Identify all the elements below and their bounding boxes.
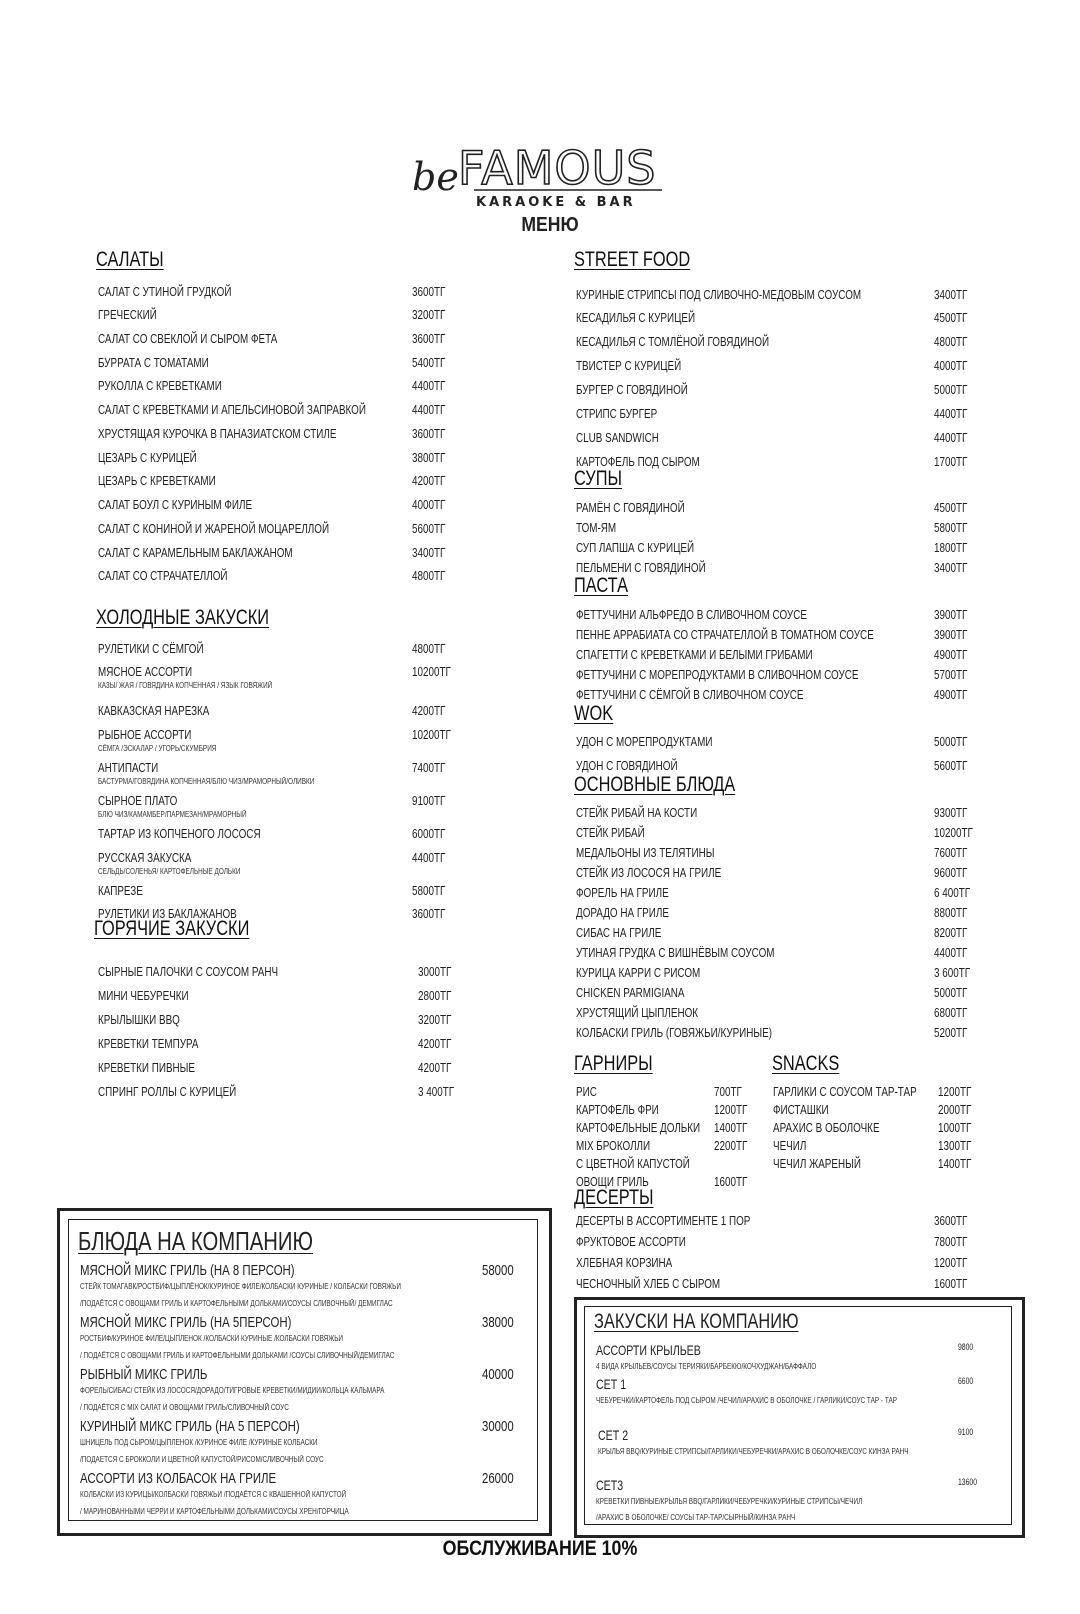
item-price: 5400ТГ	[412, 355, 446, 370]
item-name: ЧЕСНОЧНЫЙ ХЛЕБ С СЫРОМ	[576, 1276, 721, 1291]
item-name: САЛАТ С КРЕВЕТКАМИ И АПЕЛЬСИНОВОЙ ЗАПРАВКОЙ	[98, 402, 366, 417]
item-name: ПЕННЕ АРРАБИАТА СО СТРАЧАТЕЛЛОЙ В ТОМАТНОМ СОУСЕ	[576, 627, 874, 642]
item-price: 1600ТГ	[934, 1276, 968, 1291]
item-price: 1600ТГ	[714, 1174, 748, 1189]
item-description: /ПОДАЕТСЯ С БРОККОЛИ И ЦВЕТНОЙ КАПУСТОЙ/РИСОМ/СЛИВОЧНЫЙ СОУС	[80, 1455, 324, 1464]
item-name: САЛАТ СО СТРАЧАТЕЛЛОЙ	[98, 568, 228, 583]
item-price: 4500ТГ	[934, 310, 968, 325]
item-price: 4400ТГ	[934, 430, 968, 445]
item-price: 9600ТГ	[934, 865, 968, 880]
item-name: АНТИПАСТИ	[98, 760, 159, 775]
item-description: СЕЛЬДЬ/СОЛЕНЬЯ/ КАРТОФЕЛЬНЫЕ ДОЛЬКИ	[98, 867, 241, 876]
item-description: / МАРИНОВАННЫМИ ЧЕРРИ И КАРТОФЕЛЬНЫМИ ДОЛЬКАМИ/СОУСЫ ХРЕН/ГОРЧИЦА	[80, 1507, 349, 1516]
section-title-wok: WOK	[574, 702, 614, 725]
item-price: 4200ТГ	[412, 703, 446, 718]
item-price: 1300ТГ	[938, 1138, 972, 1153]
item-price: 26000	[482, 1470, 514, 1487]
item-price: 7800ТГ	[934, 1234, 968, 1249]
item-description: СТЕЙК ТОМАГАВК/РОСТБИФ/ЦЫПЛЁНОК/КУРИНОЕ ФИЛЕ/КОЛБАСКИ КУРИНЫЕ / КОЛБАСКИ ГОВЯЖЬИ	[80, 1282, 401, 1291]
item-name: БУРРАТА С ТОМАТАМИ	[98, 355, 209, 370]
item-name: КЕСАДИЛЬЯ С КУРИЦЕЙ	[576, 310, 696, 325]
item-name: ФЕТТУЧИНИ С МОРЕПРОДУКТАМИ В СЛИВОЧНОМ СОУСЕ	[576, 667, 859, 682]
item-name: РУЛЕТИКИ ИЗ БАКЛАЖАНОВ	[98, 906, 237, 921]
item-price: 4900ТГ	[934, 647, 968, 662]
item-price: 38000	[482, 1314, 514, 1331]
item-name: АССОРТИ КРЫЛЬЕВ	[596, 1342, 701, 1358]
item-name: САЛАТ С КАРАМЕЛЬНЫМ БАКЛАЖАНОМ	[98, 545, 293, 560]
item-price: 1700ТГ	[934, 454, 968, 469]
logo-name: FAMOUS	[458, 141, 657, 195]
item-price: 3900ТГ	[934, 627, 968, 642]
item-price: 3600ТГ	[934, 1213, 968, 1228]
item-name: КРЕВЕТКИ ТЕМПУРА	[98, 1036, 199, 1051]
snacks-company-box-inner	[584, 1306, 1012, 1525]
item-price: 4400ТГ	[412, 402, 446, 417]
item-name: КАРТОФЕЛЬ ПОД СЫРОМ	[576, 454, 700, 469]
item-name: БУРГЕР С ГОВЯДИНОЙ	[576, 382, 688, 397]
item-name: АССОРТИ ИЗ КОЛБАСОК НА ГРИЛЕ	[80, 1470, 277, 1487]
item-description: БЛЮ ЧИЗ/КАМАМБЕР/ПАРМЕЗАН/МРАМОРНЫЙ	[98, 810, 247, 819]
item-price: 5700ТГ	[934, 667, 968, 682]
item-price: 6600	[958, 1376, 974, 1386]
section-title-desserts: ДЕСЕРТЫ	[574, 1186, 654, 1209]
item-name: ФОРЕЛЬ НА ГРИЛЕ	[576, 885, 669, 900]
item-name: СЫРНЫЕ ПАЛОЧКИ С СОУСОМ РАНЧ	[98, 964, 279, 979]
item-price: 4200ТГ	[418, 1036, 452, 1051]
item-description: РОСТБИФ/КУРИНОЕ ФИЛЕ/ЦЫПЛЕНОК /КОЛБАСКИ КУРИНЫЕ /КОЛБАСКИ ГОВЯЖЬИ	[80, 1334, 343, 1343]
item-price: 4800ТГ	[412, 641, 446, 656]
item-description: КАЗЫ/ ЖАЯ / ГОВЯДИНА КОПЧЕННАЯ / ЯЗЫК ГОВЯЖИЙ	[98, 681, 273, 690]
item-name: КРЫЛЫШКИ BBQ	[98, 1012, 180, 1027]
section-title-mains: ОСНОВНЫЕ БЛЮДА	[574, 773, 736, 796]
item-price: 3200ТГ	[418, 1012, 452, 1027]
item-price: 8200ТГ	[934, 925, 968, 940]
item-price: 3800ТГ	[412, 450, 446, 465]
item-name: МЯСНОЕ АССОРТИ	[98, 664, 193, 679]
item-price: 8800ТГ	[934, 905, 968, 920]
item-price: 4500ТГ	[934, 500, 968, 515]
item-description: КРЫЛЬЯ BBQ/КУРИНЫЕ СТРИПСЫ/ГАРЛИКИ/ЧЕБУРЕЧКИ/АРАХИС В ОБОЛОЧКЕ/СОУС КИНЗА РАНЧ	[598, 1447, 909, 1456]
item-price: 10200ТГ	[934, 825, 973, 840]
item-name: ЧЕЧИЛ ЖАРЕНЫЙ	[773, 1156, 861, 1171]
item-name: МЯСНОЙ МИКС ГРИЛЬ (НА 8 ПЕРСОН)	[80, 1262, 295, 1279]
item-name: РИС	[576, 1084, 597, 1099]
item-name: ЦЕЗАРЬ С КРЕВЕТКАМИ	[98, 473, 216, 488]
item-name: ХРУСТЯЩИЙ ЦЫПЛЕНОК	[576, 1005, 699, 1020]
item-price: 1000ТГ	[938, 1120, 972, 1135]
item-price: 5000ТГ	[934, 985, 968, 1000]
item-name: ТАРТАР ИЗ КОПЧЕНОГО ЛОСОСЯ	[98, 826, 261, 841]
item-price: 5600ТГ	[412, 521, 446, 536]
item-price: 30000	[482, 1418, 514, 1435]
item-name: МЕДАЛЬОНЫ ИЗ ТЕЛЯТИНЫ	[576, 845, 715, 860]
item-name: КАРТОФЕЛЬНЫЕ ДОЛЬКИ	[576, 1120, 701, 1135]
item-description: ФОРЕЛЬ/СИБАС/ СТЕЙК ИЗ ЛОСОСЯ/ДОРАДО/ТИГРОВЫЕ КРЕВЕТКИ/МИДИИ/КОЛЬЦА КАЛЬМАРА	[80, 1386, 385, 1395]
item-price: 1200ТГ	[714, 1102, 748, 1117]
item-name: MIX БРОКОЛЛИ	[576, 1138, 651, 1153]
item-name: РУССКАЯ ЗАКУСКА	[98, 850, 192, 865]
item-price: 1400ТГ	[714, 1120, 748, 1135]
item-name: ТОМ-ЯМ	[576, 520, 617, 535]
item-price: 4800ТГ	[934, 334, 968, 349]
item-price: 5200ТГ	[934, 1025, 968, 1040]
item-price: 5800ТГ	[934, 520, 968, 535]
item-name: РУКОЛЛА С КРЕВЕТКАМИ	[98, 378, 222, 393]
item-name: ОВОЩИ ГРИЛЬ	[576, 1174, 649, 1189]
item-price: 10200ТГ	[412, 664, 451, 679]
item-price: 4000ТГ	[412, 497, 446, 512]
item-name: ФЕТТУЧИНИ С СЁМГОЙ В СЛИВОЧНОМ СОУСЕ	[576, 687, 804, 702]
item-name: КЕСАДИЛЬЯ С ТОМЛЁНОЙ ГОВЯДИНОЙ	[576, 334, 770, 349]
snacks-company-title: ЗАКУСКИ НА КОМПАНИЮ	[594, 1310, 799, 1333]
section-title-hot: ГОРЯЧИЕ ЗАКУСКИ	[94, 917, 250, 940]
item-name: КОЛБАСКИ ГРИЛЬ (ГОВЯЖЬИ/КУРИНЫЕ)	[576, 1025, 773, 1040]
item-description: КРЕВЕТКИ ПИВНЫЕ/КРЫЛЬЯ BBQ/ГАРЛИКИ/ЧЕБУРЕЧКИ/КУРИНЫЕ СТРИПСЫ/ЧЕЧИЛ	[596, 1497, 863, 1506]
item-name: ФЕТТУЧИНИ АЛЬФРЕДО В СЛИВОЧНОМ СОУСЕ	[576, 607, 807, 622]
section-title-cold: ХОЛОДНЫЕ ЗАКУСКИ	[96, 606, 270, 629]
item-name: МИНИ ЧЕБУРЕЧКИ	[98, 988, 189, 1003]
item-price: 3600ТГ	[412, 331, 446, 346]
section-title-sides: ГАРНИРЫ	[574, 1052, 653, 1075]
item-name: ПЕЛЬМЕНИ С ГОВЯДИНОЙ	[576, 560, 706, 575]
item-price: 3 600ТГ	[934, 965, 971, 980]
item-name: ДОРАДО НА ГРИЛЕ	[576, 905, 669, 920]
item-name: СЫРНОЕ ПЛАТО	[98, 793, 178, 808]
item-price: 1800ТГ	[934, 540, 968, 555]
item-description: ЧЕБУРЕЧКИ/КАРТОФЕЛЬ ПОД СЫРОМ /ЧЕЧИЛ/АРАХИС В ОБОЛОЧКЕ / ГАРЛИКИ/СОУС ТАР - ТАР	[596, 1396, 898, 1405]
item-name: АРАХИС В ОБОЛОЧКЕ	[773, 1120, 880, 1135]
item-name: ФИСТАШКИ	[773, 1102, 829, 1117]
item-price: 4400ТГ	[412, 378, 446, 393]
item-description: СЁМГА /ЭСКАЛАР / УГОРЬ/СКУМБРИЯ	[98, 744, 217, 753]
item-name: КУРИНЫЕ СТРИПСЫ ПОД СЛИВОЧНО-МЕДОВЫМ СОУСОМ	[576, 287, 862, 302]
item-name: КАРТОФЕЛЬ ФРИ	[576, 1102, 659, 1117]
logo-tagline: KARAOKE & BAR	[476, 195, 636, 210]
item-name: С ЦВЕТНОЙ КАПУСТОЙ	[576, 1156, 690, 1171]
logo-prefix: be	[414, 155, 459, 199]
item-name: ХРУСТЯЩАЯ КУРОЧКА В ПАНАЗИАТСКОМ СТИЛЕ	[98, 426, 337, 441]
item-price: 4200ТГ	[418, 1060, 452, 1075]
item-name: СТРИПС БУРГЕР	[576, 406, 658, 421]
item-name: CHICKEN PARMIGIANA	[576, 985, 685, 1000]
section-title-pasta: ПАСТА	[574, 574, 629, 597]
item-price: 3200ТГ	[412, 307, 446, 322]
item-name: КУРИНЫЙ МИКС ГРИЛЬ (НА 5 ПЕРСОН)	[80, 1418, 300, 1435]
section-title-snacks: SNACKS	[772, 1052, 840, 1075]
item-price: 5000ТГ	[934, 382, 968, 397]
item-price: 4000ТГ	[934, 358, 968, 373]
item-price: 13600	[958, 1477, 978, 1487]
item-name: СИБАС НА ГРИЛЕ	[576, 925, 662, 940]
item-name: ТВИСТЕР С КУРИЦЕЙ	[576, 358, 682, 373]
item-price: 4900ТГ	[934, 687, 968, 702]
item-description: КОЛБАСКИ ИЗ КУРИЦЫ/КОЛБАСКИ ГОВЯЖЬИ /ПОДАЁТСЯ С КВАШЕННОЙ КАПУСТОЙ	[80, 1490, 347, 1499]
item-name: КАПРЕЗЕ	[98, 883, 143, 898]
item-name: ФРУКТОВОЕ АССОРТИ	[576, 1234, 686, 1249]
item-name: ДЕСЕРТЫ В АССОРТИМЕНТЕ 1 ПОР	[576, 1213, 751, 1228]
item-name: КРЕВЕТКИ ПИВНЫЕ	[98, 1060, 196, 1075]
item-name: СЕТ 1	[596, 1376, 627, 1392]
item-name: ЧЕЧИЛ	[773, 1138, 807, 1153]
item-price: 4800ТГ	[412, 568, 446, 583]
item-price: 3400ТГ	[412, 545, 446, 560]
item-description: /АРАХИС В ОБОЛОЧКЕ/ СОУСЫ ТАР-ТАР/СЫРНЫЙ/КИНЗА РАНЧ	[596, 1513, 796, 1522]
item-price: 40000	[482, 1366, 514, 1383]
service-charge-note: ОБСЛУЖИВАНИЕ 10%	[442, 1537, 638, 1560]
item-name: СЕТ 2	[598, 1427, 629, 1443]
item-price: 9300ТГ	[934, 805, 968, 820]
item-price: 5800ТГ	[412, 883, 446, 898]
item-name: МЯСНОЙ МИКС ГРИЛЬ (НА 5ПЕРСОН)	[80, 1314, 292, 1331]
item-price: 4200ТГ	[412, 473, 446, 488]
item-price: 7600ТГ	[934, 845, 968, 860]
item-description: ШНИЦЕЛЬ ПОД СЫРОМ/ЦЫПЛЕНОК /КУРИНОЕ ФИЛЕ /КУРИНЫЕ КОЛБАСКИ	[80, 1438, 318, 1447]
item-name: ГАРЛИКИ С СОУСОМ ТАР-ТАР	[773, 1084, 917, 1099]
item-name: СПАГЕТТИ С КРЕВЕТКАМИ И БЕЛЫМИ ГРИБАМИ	[576, 647, 813, 662]
item-description: / ПОДАЁТСЯ С MIX САЛАТ И ОВОЩАМИ ГРИЛЬ/СЛИВОЧНЫЙ СОУС	[80, 1403, 289, 1412]
logo-graphic	[414, 140, 684, 215]
item-price: 3900ТГ	[934, 607, 968, 622]
item-price: 3600ТГ	[412, 284, 446, 299]
item-name: ЦЕЗАРЬ С КУРИЦЕЙ	[98, 450, 197, 465]
item-name: САЛАТ С КОНИНОЙ И ЖАРЕНОЙ МОЦАРЕЛЛОЙ	[98, 521, 330, 536]
item-price: 3600ТГ	[412, 426, 446, 441]
item-name: СУП ЛАПША С КУРИЦЕЙ	[576, 540, 695, 555]
item-name: CLUB SANDWICH	[576, 430, 659, 445]
item-price: 1400ТГ	[938, 1156, 972, 1171]
item-name: КУРИЦА КАРРИ С РИСОМ	[576, 965, 701, 980]
item-price: 9100	[958, 1427, 974, 1437]
section-title-salads: САЛАТЫ	[96, 248, 164, 271]
item-price: 2000ТГ	[938, 1102, 972, 1117]
item-name: РЫБНЫЙ МИКС ГРИЛЬ	[80, 1366, 208, 1383]
item-name: РАМЁН С ГОВЯДИНОЙ	[576, 500, 685, 515]
company-title: БЛЮДА НА КОМПАНИЮ	[78, 1226, 313, 1256]
item-name: ХЛЕБНАЯ КОРЗИНА	[576, 1255, 673, 1270]
item-name: ГРЕЧЕСКИЙ	[98, 307, 157, 322]
item-name: РУЛЕТИКИ С СЁМГОЙ	[98, 641, 204, 656]
item-description: БАСТУРМА/ГОВЯДИНА КОПЧЕННАЯ/БЛЮ ЧИЗ/МРАМОРНЫЙ/ОЛИВКИ	[98, 777, 315, 786]
item-name: УДОН С МОРЕПРОДУКТАМИ	[576, 734, 713, 749]
item-price: 3600ТГ	[412, 906, 446, 921]
item-price: 4400ТГ	[412, 850, 446, 865]
item-price: 700ТГ	[714, 1084, 742, 1099]
item-price: 2200ТГ	[714, 1138, 748, 1153]
item-name: СТЕЙК РИБАЙ НА КОСТИ	[576, 805, 698, 820]
item-price: 10200ТГ	[412, 727, 451, 742]
item-price: 5000ТГ	[934, 734, 968, 749]
item-name: СТЕЙК ИЗ ЛОСОСЯ НА ГРИЛЕ	[576, 865, 722, 880]
section-title-soups: СУПЫ	[574, 467, 622, 490]
item-name: УТИНАЯ ГРУДКА С ВИШНЁВЫМ СОУСОМ	[576, 945, 775, 960]
item-price: 2800ТГ	[418, 988, 452, 1003]
item-name: СПРИНГ РОЛЛЫ С КУРИЦЕЙ	[98, 1084, 237, 1099]
item-description: /ПОДАЁТСЯ С ОВОЩАМИ ГРИЛЬ И КАРТОФЕЛЬНЫМИ ДОЛЬКАМИ/СОУСЫ СЛИВОЧНЫЙ/ ДЕМИГЛАС	[80, 1299, 393, 1308]
item-name: САЛАТ СО СВЕКЛОЙ И СЫРОМ ФЕТА	[98, 331, 278, 346]
item-price: 4400ТГ	[934, 945, 968, 960]
item-price: 6000ТГ	[412, 826, 446, 841]
item-name: УДОН С ГОВЯДИНОЙ	[576, 758, 678, 773]
item-price: 4400ТГ	[934, 406, 968, 421]
item-name: СЕТ3	[596, 1477, 624, 1493]
item-price: 3400ТГ	[934, 560, 968, 575]
item-price: 3400ТГ	[934, 287, 968, 302]
item-price: 6 400ТГ	[934, 885, 971, 900]
item-name: СТЕЙК РИБАЙ	[576, 825, 645, 840]
item-price: 1200ТГ	[938, 1084, 972, 1099]
menu-title: МЕНЮ	[521, 214, 579, 236]
item-name: САЛАТ БОУЛ С КУРИНЫМ ФИЛЕ	[98, 497, 253, 512]
item-name: РЫБНОЕ АССОРТИ	[98, 727, 192, 742]
item-price: 58000	[482, 1262, 514, 1279]
item-price: 5600ТГ	[934, 758, 968, 773]
item-price: 7400ТГ	[412, 760, 446, 775]
item-description: 4 ВИДА КРЫЛЬЕВ/СОУСЫ ТЕРИЯКИ/БАРБЕКЮ/КОЧХУДЖАН/БАФФАЛО	[596, 1362, 817, 1371]
item-price: 6800ТГ	[934, 1005, 968, 1020]
section-title-street: STREET FOOD	[574, 248, 691, 271]
item-name: САЛАТ С УТИНОЙ ГРУДКОЙ	[98, 284, 232, 299]
item-price: 3000ТГ	[418, 964, 452, 979]
item-price: 1200ТГ	[934, 1255, 968, 1270]
item-price: 3 400ТГ	[418, 1084, 455, 1099]
item-price: 9800	[958, 1342, 974, 1352]
item-price: 9100ТГ	[412, 793, 446, 808]
item-name: КАВКАЗСКАЯ НАРЕЗКА	[98, 703, 210, 718]
item-description: / ПОДАЁТСЯ С ОВОЩАМИ ГРИЛЬ И КАРТОФЕЛЬНЫМИ ДОЛЬКАМИ /СОУСЫ СЛИВОЧНЫЙ/ДЕМИГЛАС	[80, 1351, 395, 1360]
